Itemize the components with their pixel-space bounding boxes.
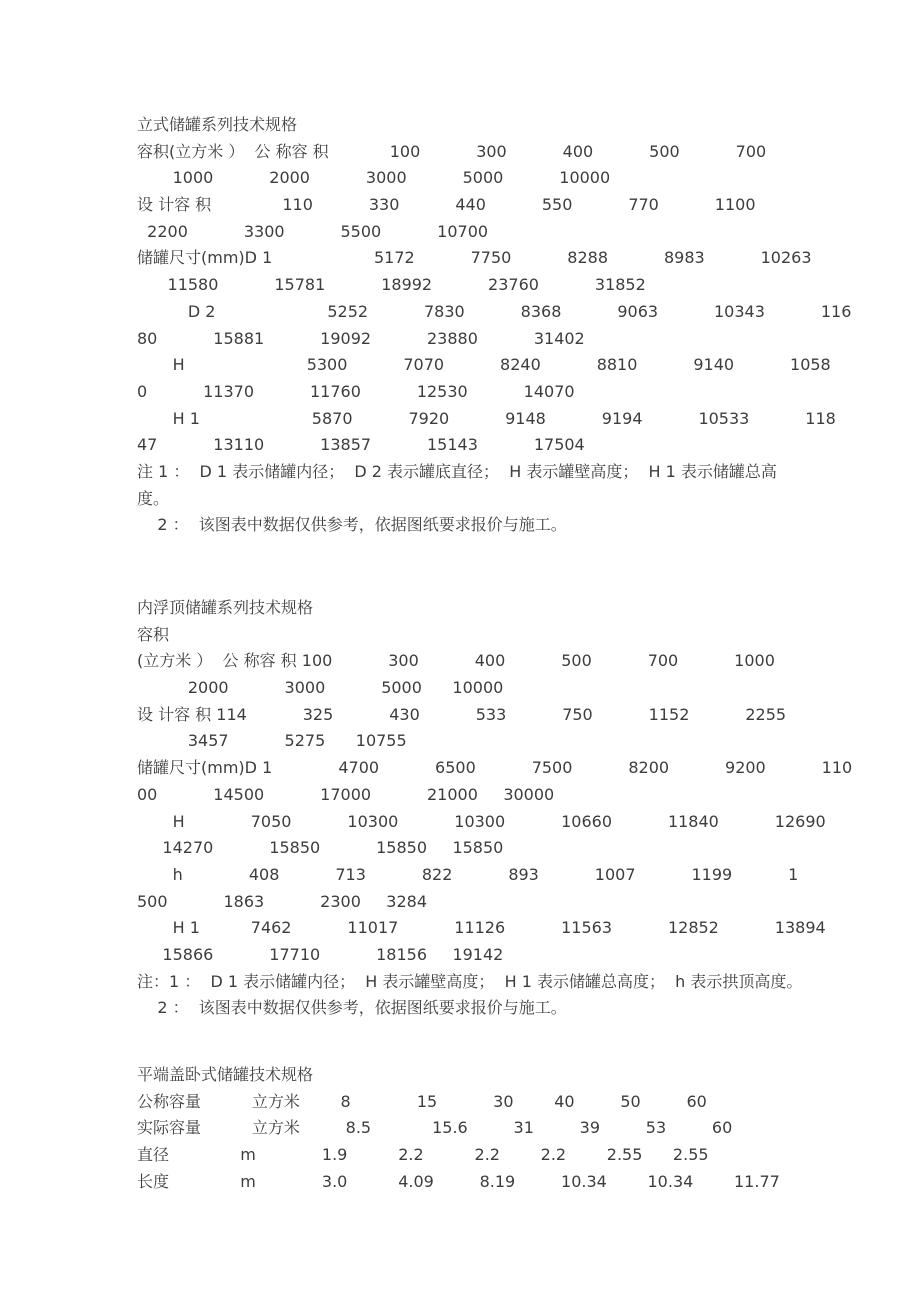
- text-line: H 1 5870 7920 9148 9194 10533 118: [137, 408, 836, 428]
- text-line: D 2 5252 7830 8368 9063 10343 116: [137, 301, 852, 321]
- text-line: 长度 m 3.0 4.09 8.19 10.34 10.34 11.77: [137, 1171, 780, 1191]
- text-line: 容积(立方米 ） 公 称容 积 100 300 400 500 700: [137, 141, 767, 161]
- text-line: 0 11370 11760 12530 14070: [137, 381, 575, 401]
- text-line: 设 计容 积 110 330 440 550 770 1100: [137, 195, 756, 215]
- section-vertical-tanks: [137, 112, 860, 539]
- text-line: 11580 15781 18992 23760 31852: [137, 275, 646, 295]
- text-line: 14270 15850 15850 15850: [137, 838, 504, 858]
- text-line: 直径 m 1.9 2.2 2.2 2.2 2.55 2.55: [137, 1145, 709, 1165]
- text-line: 度。: [137, 488, 170, 508]
- text-line: 储罐尺寸(mm)D 1 4700 6500 7500 8200 9200 110: [137, 758, 853, 778]
- text-line: 公称容量 立方米 8 15 30 40 50 60: [137, 1091, 707, 1111]
- text-line: 15866 17710 18156 19142: [137, 944, 504, 964]
- section-title: 内浮顶储罐系列技术规格: [137, 598, 314, 617]
- text-line: 2200 3300 5500 10700: [137, 221, 489, 241]
- text-line: 2 ： 该图表中数据仅供参考，依据图纸要求报价与施工。: [137, 998, 567, 1018]
- text-line: 500 1863 2300 3284: [137, 891, 428, 911]
- text-line: 2 ： 该图表中数据仅供参考，依据图纸要求报价与施工。: [137, 515, 567, 535]
- text-line: H 1 7462 11017 11126 11563 12852 13894: [137, 918, 826, 938]
- text-line: 实际容量 立方米 8.5 15.6 31 39 53 60: [137, 1118, 733, 1138]
- text-line: 2000 3000 5000 10000: [137, 678, 504, 698]
- text-line: 容积: [137, 624, 170, 644]
- text-line: 1000 2000 3000 5000 10000: [137, 168, 611, 188]
- section-flat-end-horizontal-tanks: [137, 1062, 860, 1195]
- text-line: 注 1 ： D 1 表示储罐内径； D 2 表示罐底直径； H 表示罐壁高度； H 1 表示储罐总高: [137, 461, 777, 481]
- text-line: 储罐尺寸(mm)D 1 5172 7750 8288 8983 10263: [137, 248, 812, 268]
- text-line: 80 15881 19092 23880 31402: [137, 328, 585, 348]
- section-title: 平端盖卧式储罐技术规格: [137, 1065, 314, 1084]
- section-title: 立式储罐系列技术规格: [137, 115, 298, 134]
- section-internal-floating-roof-tanks: [137, 595, 860, 1022]
- text-line: 3457 5275 10755: [137, 731, 407, 751]
- text-line: 设 计容 积 114 325 430 533 750 1152 2255: [137, 704, 787, 724]
- text-line: 注：1 ： D 1 表示储罐内径； H 表示罐壁高度； H 1 表示储罐总高度； h 表示拱顶高度。: [137, 971, 803, 991]
- text-line: 00 14500 17000 21000 30000: [137, 784, 555, 804]
- text-line: 47 13110 13857 15143 17504: [137, 435, 585, 455]
- text-line: h 408 713 822 893 1007 1199 1: [137, 864, 799, 884]
- text-line: (立方米 ） 公 称容 积 100 300 400 500 700 1000: [137, 651, 775, 671]
- text-line: H 5300 7070 8240 8810 9140 1058: [137, 355, 831, 375]
- text-line: H 7050 10300 10300 10660 11840 12690: [137, 811, 826, 831]
